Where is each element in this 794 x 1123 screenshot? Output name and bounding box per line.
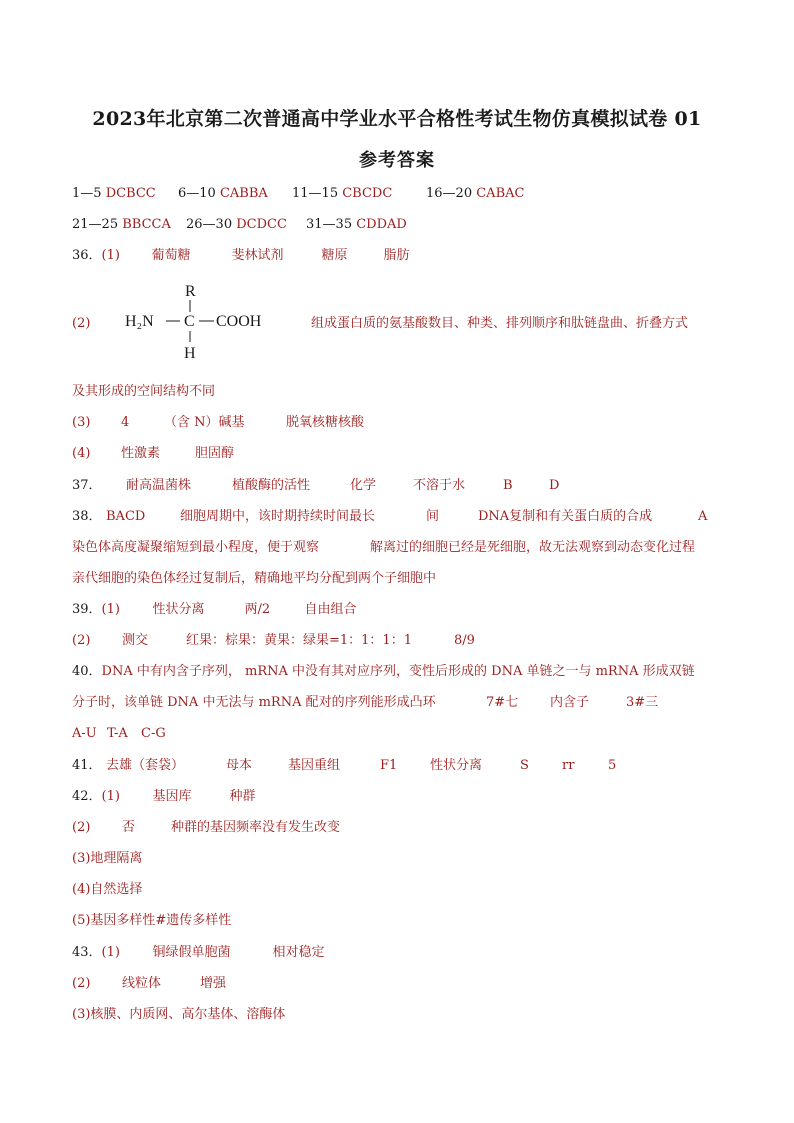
q43-part1: 43．(1) 铜绿假单胞菌 相对稳定	[72, 945, 325, 960]
q40-line-3: A-U T-A C-G	[72, 726, 166, 741]
q38-line-3: 亲代细胞的染色体经过复制后，精确地平均分配到两个子细胞中	[72, 571, 437, 586]
mc-group: 11—15 CBCDC	[292, 186, 393, 201]
q42-part3: (3)地理隔离	[72, 851, 143, 866]
mc-group: 31—35 CDDAD	[306, 217, 407, 232]
q36-part2-answer-cont: 及其形成的空间结构不同	[72, 384, 216, 399]
amino-acid-structure	[120, 276, 280, 366]
q36-part2-label: (2)	[72, 316, 91, 331]
formula-amino: H₂N	[125, 313, 154, 330]
formula-carbon: C	[184, 313, 195, 330]
q42-part1: 42．(1) 基因库 种群	[72, 789, 256, 804]
mc-group: 21—25 BBCCA	[72, 217, 171, 232]
q40-line-2: 分子时，该单链 DNA 中无法与 mRNA 配对的序列能形成凸环 7#七 内含子 3#三	[72, 695, 659, 710]
q42-part2: (2) 否 种群的基因频率没有发生改变	[72, 820, 341, 835]
q39-part2: (2) 测交 红果：棕果：黄果：绿果=1：1：1：1 8/9	[72, 633, 475, 648]
q36-part1: 36．(1) 葡萄糖 斐林试剂 糖原 脂肪	[72, 248, 410, 263]
q42-part5: (5)基因多样性#遗传多样性	[72, 913, 232, 928]
mc-group: 16—20 CABAC	[426, 186, 525, 201]
mc-group: 6—10 CABBA	[178, 186, 268, 201]
mc-group: 26—30 DCDCC	[186, 217, 287, 232]
amino-acid-formula-svg	[120, 276, 280, 366]
mc-group: 1—5 DCBCC	[72, 186, 156, 201]
q40-line-1: 40．DNA 中有内含子序列， mRNA 中没有其对应序列，变性后形成的 DNA 单链之一与 mRNA 形成双链	[72, 664, 695, 679]
q36-part2-answer: 组成蛋白质的氨基酸数目、种类、排列顺序和肽链盘曲、折叠方式	[311, 316, 689, 331]
q43-part3: (3)核膜、内质网、高尔基体、溶酶体	[72, 1007, 286, 1022]
q38-line-2: 染色体高度凝聚缩短到最小程度，便于观察 解离过的细胞已经是死细胞，故无法观察到动态变化过程	[72, 540, 696, 555]
q36-part4: (4) 性激素 胆固醇	[72, 446, 235, 461]
q42-part4: (4)自然选择	[72, 882, 143, 897]
q36-part3: (3) 4 （含 N）碱基 脱氧核糖核酸	[72, 415, 365, 430]
q38-line-1: 38． BACD 细胞周期中，该时期持续时间最长 间 DNA复制和有关蛋白质的合成 A	[72, 509, 708, 524]
formula-carboxyl: COOH	[216, 313, 262, 330]
q43-part2: (2) 线粒体 增强	[72, 976, 227, 991]
formula-h: H	[184, 345, 196, 362]
q39-part1: 39．(1) 性状分离 两/2 自由组合	[72, 602, 357, 617]
mc-row-2	[72, 215, 407, 235]
mc-row-1	[72, 184, 524, 204]
formula-r: R	[185, 283, 196, 300]
q37-answer: 37． 耐高温菌株 植酸酶的活性 化学 不溶于水 B D	[72, 478, 560, 493]
page-title: 2023年北京第二次普通高中学业水平合格性考试生物仿真模拟试卷 01	[92, 108, 702, 130]
page-subtitle: 参考答案	[359, 150, 435, 171]
q41-answer: 41． 去雄（套袋） 母本 基因重组 F1 性状分离 S rr 5	[72, 758, 617, 773]
